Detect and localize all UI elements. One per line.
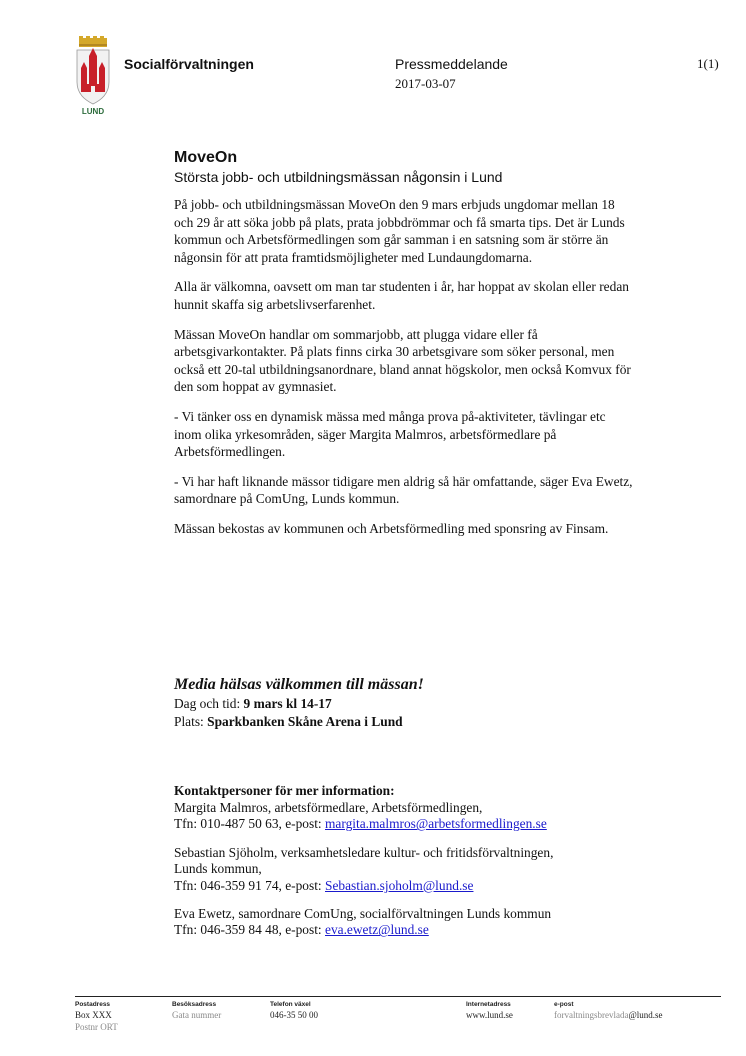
footer-label: Besöksadress: [172, 1001, 217, 1008]
footer-postal-address: [75, 1000, 118, 1033]
paragraph: På jobb- och utbildningsmässan MoveOn den 9 mars erbjuds ungdomar mellan 18 och 29 år att söka jobb på plats, prata jobbdrömmar och få smarta tips. Det är Lunds kommun och Arbetsförmedlingen som går samman i en satsning som är större än någonsin för att prata framtidsmöjligheter med Lundaungdomarna.: [174, 197, 625, 265]
event-place-value: Sparkbanken Skåne Arena i Lund: [207, 714, 403, 729]
email-user: forvaltningsbrevlada: [554, 1010, 629, 1020]
footer-label: Postadress: [75, 1001, 111, 1008]
footer-phone: [270, 1000, 318, 1021]
contact-name: Eva Ewetz, samordnare ComUng, socialförvaltningen Lunds kommun: [174, 906, 552, 922]
paragraph: Mässan bekostas av kommunen och Arbetsförmedling med sponsring av Finsam.: [174, 520, 609, 536]
footer-label: Internetadress: [466, 1001, 511, 1008]
event-time: [174, 695, 644, 713]
contact-phone-text: Tfn: 010-487 50 63, e-post:: [174, 816, 325, 832]
contact-phone: [174, 816, 644, 832]
contact-phone: [174, 878, 644, 894]
event-place-label: Plats:: [174, 714, 208, 729]
media-invitation: [174, 674, 644, 731]
footer-value: [554, 1009, 663, 1021]
contact-phone: [174, 922, 644, 938]
contacts-heading: Kontaktpersoner för mer information:: [174, 783, 395, 798]
contact-person: [174, 906, 644, 939]
footer-value: Gata nummer: [172, 1010, 222, 1020]
document-type: Pressmeddelande: [395, 56, 508, 72]
contact-person: [174, 800, 644, 833]
email-domain: @lund.se: [628, 1010, 663, 1020]
contact-person: [174, 845, 644, 894]
footer-value: [75, 1009, 118, 1021]
article-subtitle: Största jobb- och utbildningsmässan någonsin i Lund: [174, 169, 503, 185]
footer-visit-address: [172, 1000, 221, 1021]
paragraph: - Vi har haft liknande mässor tidigare men aldrig så här omfattande, säger Eva Ewetz, samordnare på ComUng, Lunds kommun.: [174, 473, 633, 507]
footer-label: e-post: [554, 1001, 574, 1008]
paragraph: - Vi tänker oss en dynamisk mässa med många prova på-aktiviteter, tävlingar etc inom olika yrkesområden, säger Margita Malmros, arbetsförmedlare på Arbetsförmedlingen.: [174, 408, 606, 460]
postal-box: Box XXX: [75, 1010, 112, 1020]
contact-name: Margita Malmros, arbetsförmedlare, Arbetsförmedlingen,: [174, 800, 483, 815]
contact-email-link[interactable]: eva.ewetz@lund.se: [325, 922, 429, 938]
article-body: [174, 148, 634, 550]
organization-name: Socialförvaltningen: [124, 56, 254, 72]
footer-label: Telefon växel: [270, 1001, 311, 1008]
contact-email-link[interactable]: margita.malmros@arbetsformedlingen.se: [325, 816, 547, 832]
paragraph: Alla är välkomna, oavsett om man tar studenten i år, har hoppat av skolan eller redan hunnit skaffa sig arbetslivserfarenhet.: [174, 279, 629, 312]
contact-organization: Lunds kommun,: [174, 861, 262, 877]
contact-email-link[interactable]: Sebastian.sjoholm@lund.se: [325, 877, 474, 893]
paragraph: Mässan MoveOn handlar om sommarjobb, att plugga vidare eller få arbetsgivarkontakter. På plats finns cirka 30 arbetsgivare som söker personal, men också ett 20-tal utbildningsanordnare, bland annat högskolor, men också Komvux för den som hoppat av gymnasiet.: [174, 326, 631, 395]
contact-phone-text: Tfn: 046-359 84 48, e-post:: [174, 922, 325, 938]
footer-email: [554, 1000, 663, 1021]
event-time-value: 9 mars kl 14-17: [243, 696, 332, 711]
footer-divider: [75, 996, 721, 997]
article-title: MoveOn: [174, 149, 238, 166]
footer-value: 046-35 50 00: [270, 1010, 318, 1020]
postal-code: Postnr ORT: [75, 1022, 118, 1032]
event-place: [174, 713, 644, 731]
event-time-label: Dag och tid:: [174, 696, 244, 711]
footer-value: www.lund.se: [466, 1010, 513, 1020]
contact-phone-text: Tfn: 046-359 91 74, e-post:: [174, 877, 325, 893]
footer-website: [466, 1000, 513, 1021]
page-number: 1(1): [697, 56, 719, 71]
logo-text: LUND: [81, 107, 105, 116]
lund-coat-of-arms-logo: [75, 36, 111, 116]
contact-name: Sebastian Sjöholm, verksamhetsledare kultur- och fritidsförvaltningen,: [174, 844, 554, 860]
contact-section: [174, 782, 644, 951]
invitation-heading: Media hälsas välkommen till mässan!: [174, 676, 424, 693]
document-date: 2017-03-07: [395, 76, 456, 91]
